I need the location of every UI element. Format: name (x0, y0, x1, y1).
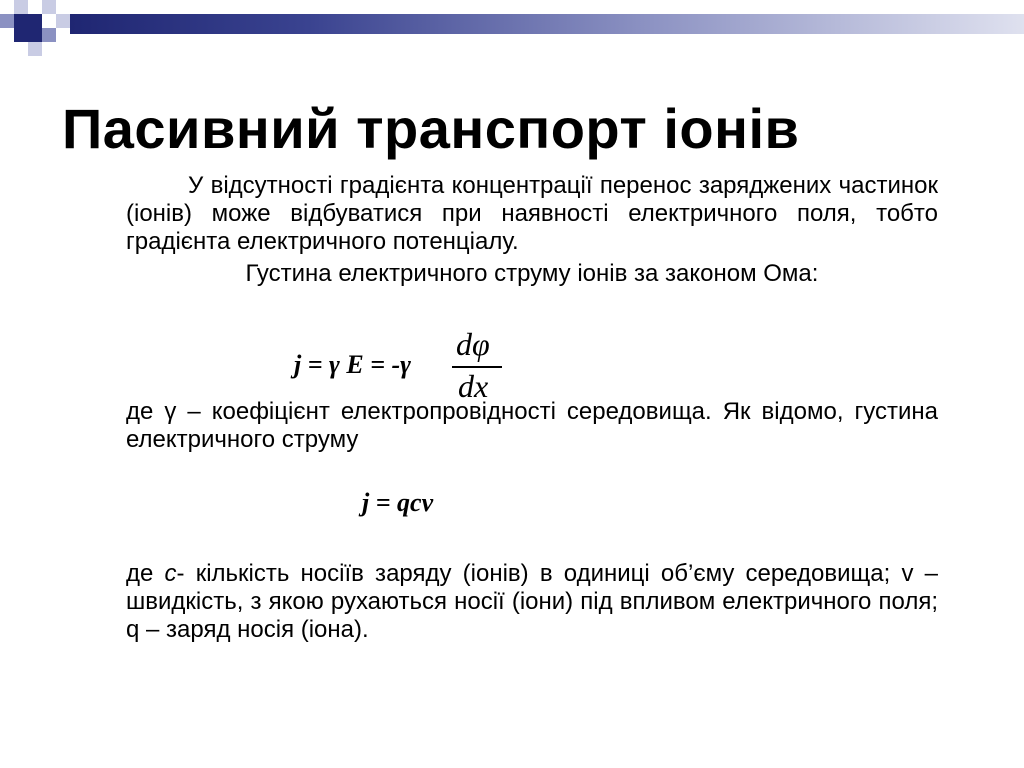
gradient-bar (70, 14, 1024, 34)
deco-square (42, 28, 56, 42)
paragraph-1: У відсутності градієнта концентрації перенос заряджених частинок (іонів) може відбуватися при наявності електричного поля, тобто градієнта електричного потенціалу. (126, 172, 938, 255)
deco-square (14, 14, 42, 42)
paragraph-2: Густина електричного струму іонів за законом Ома: (245, 260, 819, 287)
paragraph-4-variable: с (164, 560, 177, 587)
slide-title: Пасивний транспорт іонів (62, 97, 800, 160)
formula-numerator: dφ (456, 326, 490, 362)
paragraph-4 (126, 560, 938, 644)
deco-square (28, 42, 42, 56)
formula-ohm: j = γ E = -γ (294, 350, 411, 379)
deco-square (42, 0, 56, 14)
formula-current-density: j = qcv (362, 488, 434, 517)
paragraph-4-text: - кількість носіїв заряду (іонів) в одиниці об’єму середовища; v – швидкість, з якою рухаються носії (іони) під впливом електричного поля; q – заряд носія (іона). (126, 560, 938, 643)
formula-denominator: dx (458, 368, 489, 404)
paragraph-3: де γ – коефіцієнт електропровідності середовища. Як відомо, густина електричного струму (126, 398, 938, 453)
deco-square (0, 14, 14, 28)
paragraph-4-prefix: де (126, 560, 165, 587)
deco-square (56, 14, 70, 28)
deco-square (14, 0, 28, 14)
header-decoration (0, 0, 1024, 60)
